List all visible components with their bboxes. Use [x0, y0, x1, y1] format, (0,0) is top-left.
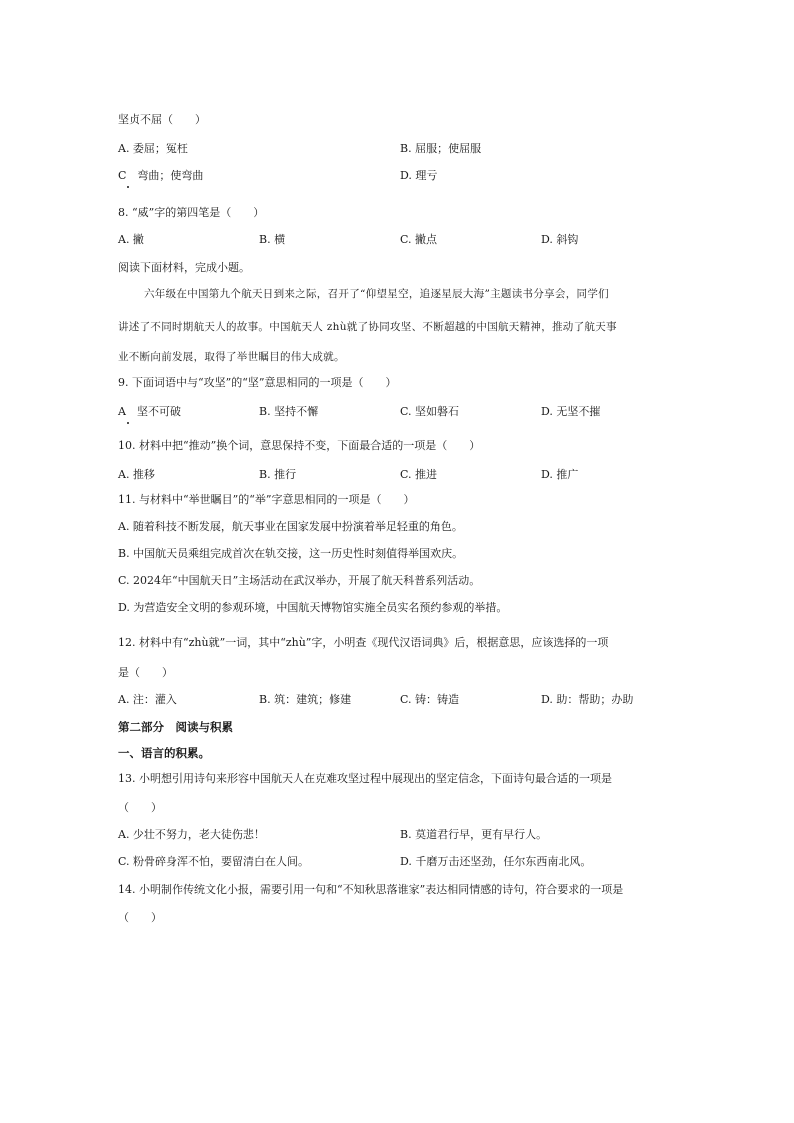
material-line-1: 六年级在中国第九个航天日到来之际，召开了“仰望星空，追逐星辰大海”主题读书分享会，同学们 [144, 288, 609, 300]
q9-option-b: B. 坚持不懈 [259, 405, 319, 418]
q13-paren: （ ） [118, 801, 162, 814]
q13-option-c: C. 粉骨碎身浑不怕，要留清白在人间。 [118, 855, 310, 868]
emphasis-dot [127, 186, 129, 188]
q12-option-c: C. 铸：铸造 [400, 693, 460, 706]
q12-stem-cont: 是（ ） [118, 666, 173, 679]
q10-option-d: D. 推广 [541, 468, 579, 481]
q10-option-b: B. 推行 [259, 468, 297, 481]
emphasis-dot [127, 422, 129, 424]
q13-option-a: A. 少壮不努力，老大徒伤悲！ [118, 828, 265, 841]
q7-option-a: A. 委屈；冤枉 [118, 142, 188, 155]
q11-option-d: D. 为营造安全文明的参观环境，中国航天博物馆实施全员实名预约参观的举措。 [118, 601, 508, 614]
q12-option-d: D. 助：帮助；办助 [541, 693, 634, 706]
q11-option-b: B. 中国航天员乘组完成首次在轨交接，这一历史性时刻值得举国欢庆。 [118, 547, 464, 560]
q14-stem: 14. 小明制作传统文化小报，需要引用一句和“不知秋思落谁家”表达相同情感的诗句，符合要求的一项是 [118, 883, 624, 896]
q9-stem: 9. 下面词语中与“攻坚”的“坚”意思相同的一项是（ ） [118, 376, 397, 389]
q9-option-a: A 坚不可破 [118, 405, 181, 418]
q9-option-d: D. 无坚不摧 [541, 405, 601, 418]
q13-stem: 13. 小明想引用诗句来形容中国航天人在克难攻坚过程中展现出的坚定信念，下面诗句最合适的一项是 [118, 772, 612, 785]
q14-paren: （ ） [118, 911, 162, 924]
material-line-3: 业不断向前发展，取得了举世瞩目的伟大成就。 [118, 351, 345, 363]
q7-option-d: D. 理亏 [400, 169, 438, 182]
q8-stem: 8. “威”字的第四笔是（ ） [118, 206, 265, 219]
q12-stem: 12. 材料中有“zhù就”一词，其中“zhù”字，小明查《现代汉语词典》后，根据意思，应该选择的一项 [118, 636, 609, 649]
q13-option-d: D. 千磨万击还坚劲，任尔东西南北风。 [400, 855, 592, 868]
part2-heading: 第二部分 阅读与积累 [118, 720, 233, 734]
q8-option-d: D. 斜钩 [541, 233, 579, 246]
q8-option-b: B. 横 [259, 233, 286, 246]
q12-option-b: B. 筑：建筑；修建 [259, 693, 352, 706]
q13-option-b: B. 莫道君行早，更有早行人。 [400, 828, 548, 841]
q11-option-c: C. 2024年“中国航天日”主场活动在武汉举办，开展了航天科普系列活动。 [118, 574, 481, 587]
q10-option-a: A. 推移 [118, 468, 155, 481]
q7-option-b: B. 屈服；使屈服 [400, 142, 482, 155]
q12-option-a: A. 注：灌入 [118, 693, 177, 706]
q11-option-a: A. 随着科技不断发展，航天事业在国家发展中扮演着举足轻重的角色。 [118, 520, 463, 533]
section1-heading: 一、语言的积累。 [118, 746, 210, 760]
material-line-2: 讲述了不同时期航天人的故事。中国航天人 zhù就了协同攻坚、不断超越的中国航天精神，推动了航天事 [118, 321, 617, 333]
q9-option-c: C. 坚如磐石 [400, 405, 460, 418]
q7-stem: 坚贞不屈（ ） [118, 113, 206, 126]
q10-stem: 10. 材料中把“推动”换个词，意思保持不变，下面最合适的一项是（ ） [118, 439, 481, 452]
q11-stem: 11. 与材料中“举世瞩目”的“举”字意思相同的一项是（ ） [118, 493, 415, 506]
q10-option-c: C. 推进 [400, 468, 438, 481]
q8-option-c: C. 撇点 [400, 233, 438, 246]
q8-option-a: A. 撇 [118, 233, 144, 246]
q7-option-c: C 弯曲；使弯曲 [118, 169, 204, 182]
reading-intro: 阅读下面材料，完成小题。 [118, 261, 250, 274]
